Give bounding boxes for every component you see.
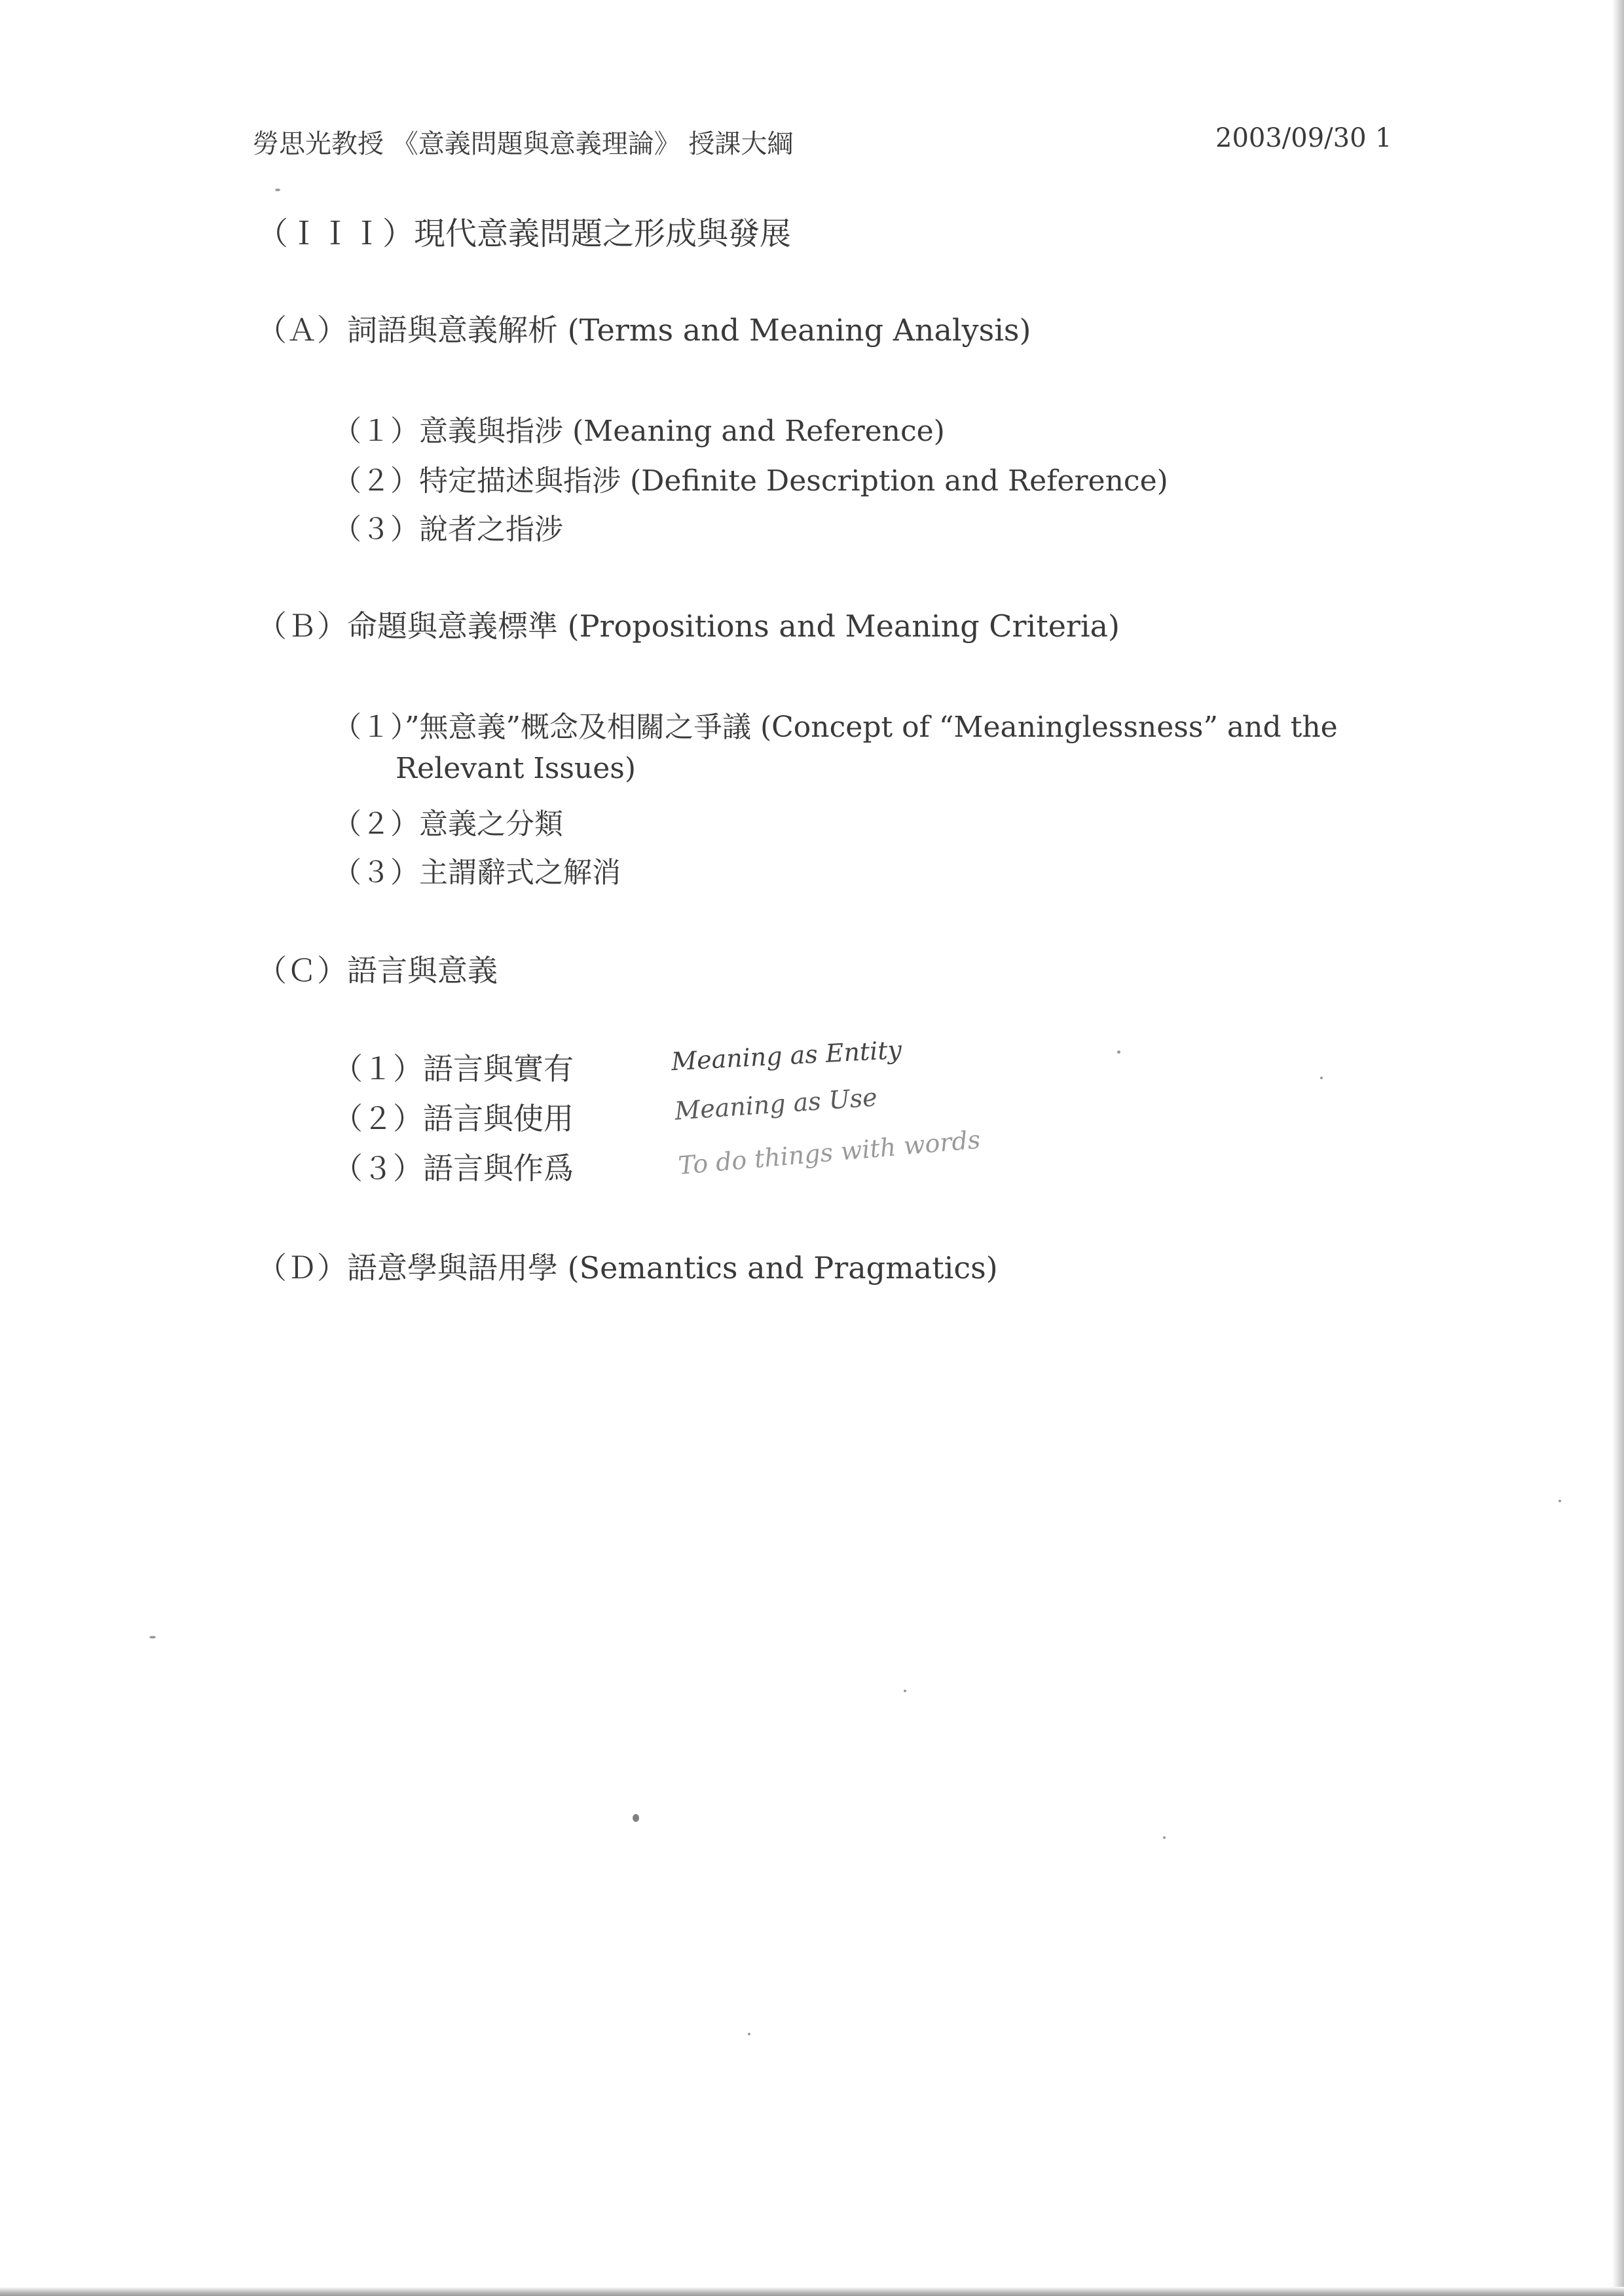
part-c-item-2: （２）語言與使用 [333, 1101, 574, 1136]
part-c-item-1: （１）語言與實有 [333, 1051, 574, 1086]
part-b-item-2: （２）意義之分類 [333, 807, 563, 841]
scan-speck [748, 2033, 750, 2035]
part-a-item-2: （２）特定描述與指涉 (Definite Description and Reference) [333, 464, 1168, 498]
scan-speck [1320, 1077, 1323, 1079]
header-title: 勞思光教授 《意義問題與意義理論》 授課大綱 [253, 129, 794, 159]
scan-shadow-right [1612, 0, 1624, 2296]
part-d-title: （Ｄ）語意學與語用學 (Semantics and Pragmatics) [257, 1250, 998, 1286]
handwritten-note-2: Meaning as Use [673, 1083, 878, 1126]
part-a-item-3: （３）說者之指涉 [333, 513, 563, 546]
scan-speck [1559, 1500, 1561, 1502]
scan-speck [275, 189, 280, 191]
part-b-item-3: （３）主謂辭式之解消 [333, 856, 621, 889]
scan-speck [1117, 1050, 1120, 1054]
part-b-title: （Ｂ）命題與意義標準 (Propositions and Meaning Criteria) [257, 608, 1120, 644]
part-c-title: （Ｃ）語言與意義 [257, 953, 498, 988]
handwritten-note-3: To do things with words [676, 1124, 982, 1181]
page-number: 1 [1375, 123, 1392, 153]
handwritten-note-1: Meaning as Entity [671, 1035, 903, 1077]
part-c-item-3: （３）語言與作爲 [333, 1151, 574, 1186]
part-b-item-1-cont: Relevant Issues) [396, 752, 637, 785]
scan-speck [149, 1636, 156, 1639]
scan-speck [904, 1690, 906, 1692]
scan-shadow-bottom [0, 2287, 1624, 2296]
header-date: 2003/09/30 [1215, 123, 1367, 153]
part-a-title: （Ａ）詞語與意義解析 (Terms and Meaning Analysis) [257, 312, 1031, 348]
scan-speck [633, 1814, 639, 1822]
part-b-item-1: （１）”無意義”概念及相關之爭議 (Concept of “Meaninglessness” and the [333, 711, 1338, 744]
part-a-item-1: （１）意義與指涉 (Meaning and Reference) [333, 415, 945, 448]
section-title: （ＩＩＩ）現代意義問題之形成與發展 [257, 215, 792, 252]
scan-speck [1163, 1836, 1166, 1839]
